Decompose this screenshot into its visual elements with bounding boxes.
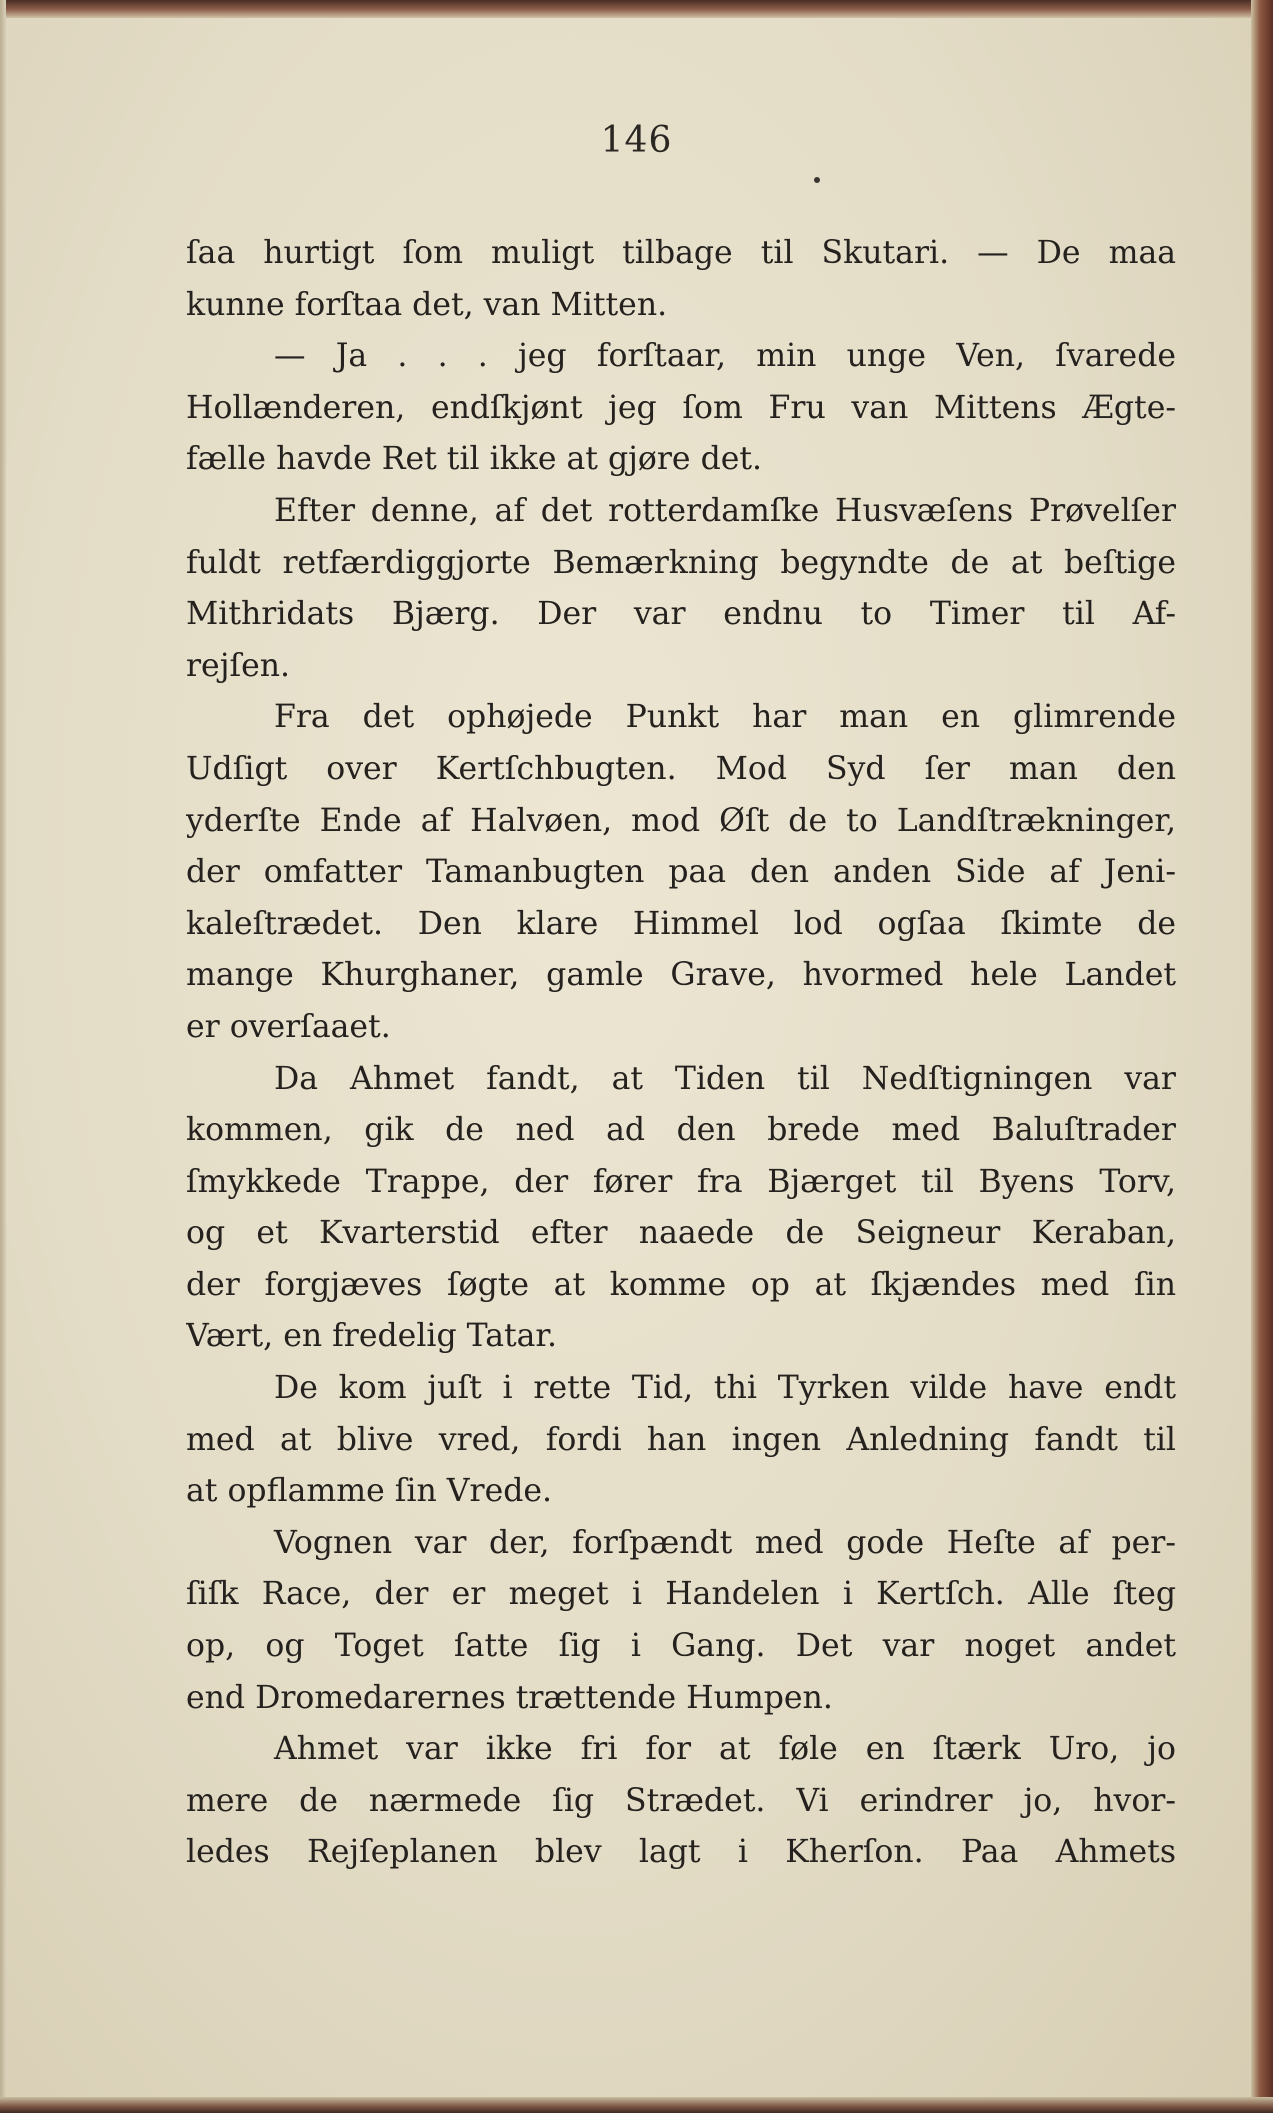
text-line: mange Khurghaner, gamle Grave, hvormed hele Landet (186, 957, 1176, 994)
page-edge-bottom (0, 2097, 1273, 2113)
ink-dot (814, 177, 820, 183)
text-line: der forgjæves ſøgte at komme op at ſkjændes med ſin (186, 1266, 1176, 1303)
text-line: mere de nærmede ſig Strædet. Vi erindrer jo, hvor- (186, 1782, 1176, 1819)
text-line: ſmykkede Trappe, der fører fra Bjærget til Byens Torv, (186, 1163, 1176, 1200)
text-line: ledes Rejſeplanen blev lagt i Kherſon. Paa Ahmets (186, 1834, 1176, 1871)
text-line: rejſen. (186, 647, 291, 684)
text-line: fuldt retfærdiggjorte Bemærkning begyndte de at beſtige (186, 544, 1176, 581)
text-line: — Ja . . . jeg forſtaar, min unge Ven, ſvarede (274, 338, 1176, 375)
text-line: Ahmet var ikke fri for at føle en ſtærk Uro, jo (274, 1731, 1176, 1768)
page-edge-left (0, 0, 6, 2113)
text-line: Mithridats Bjærg. Der var endnu to Timer til Af- (186, 596, 1176, 633)
body-text (186, 228, 1176, 1879)
page-edge-top (0, 0, 1273, 18)
text-line: og et Kvarterstid efter naaede de Seigneur Keraban, (186, 1215, 1176, 1252)
text-line: op, og Toget ſatte ſig i Gang. Det var noget andet (186, 1628, 1176, 1665)
text-line: end Dromedarernes trættende Humpen. (186, 1679, 833, 1716)
text-line: Vognen var der, forſpændt med gode Heſte af per- (274, 1524, 1176, 1561)
text-line: ſiſk Race, der er meget i Handelen i Kertſch. Alle ſteg (186, 1576, 1176, 1613)
text-line: Vært, en fredelig Tatar. (186, 1318, 558, 1355)
text-line: De kom juſt i rette Tid, thi Tyrken vilde have endt (274, 1370, 1176, 1407)
text-line: der omfatter Tamanbugten paa den anden Side af Jeni- (186, 854, 1176, 891)
page-edge-right (1251, 0, 1273, 2113)
text-line: Efter denne, af det rotterdamſke Husvæſens Prøvelſer (274, 492, 1176, 529)
text-line: med at blive vred, fordi han ingen Anledning fandt til (186, 1421, 1176, 1458)
text-line: yderſte Ende af Halvøen, mod Øſt de to Landſtrækninger, (186, 802, 1176, 839)
text-line: at opflamme ſin Vrede. (186, 1473, 553, 1510)
text-line: ſaa hurtigt ſom muligt tilbage til Skutari. — De maa (186, 235, 1176, 271)
text-line: fælle havde Ret til ikke at gjøre det. (186, 441, 763, 478)
text-line: kommen, gik de ned ad den brede med Baluſtrader (186, 1112, 1176, 1149)
text-line: er overſaaet. (186, 1008, 391, 1045)
page-number: 146 (600, 120, 673, 161)
text-line: kaleſtrædet. Den klare Himmel lod ogſaa ſkimte de (186, 905, 1176, 942)
text-line: Fra det ophøjede Punkt har man en glimrende (274, 699, 1176, 736)
text-line: Hollænderen, endſkjønt jeg ſom Fru van Mittens Ægte- (186, 389, 1176, 426)
text-line: Udſigt over Kertſchbugten. Mod Syd ſer man den (186, 750, 1176, 787)
text-line: kunne forſtaa det, van Mitten. (186, 286, 668, 323)
text-line: Da Ahmet fandt, at Tiden til Nedſtigningen var (274, 1060, 1176, 1097)
